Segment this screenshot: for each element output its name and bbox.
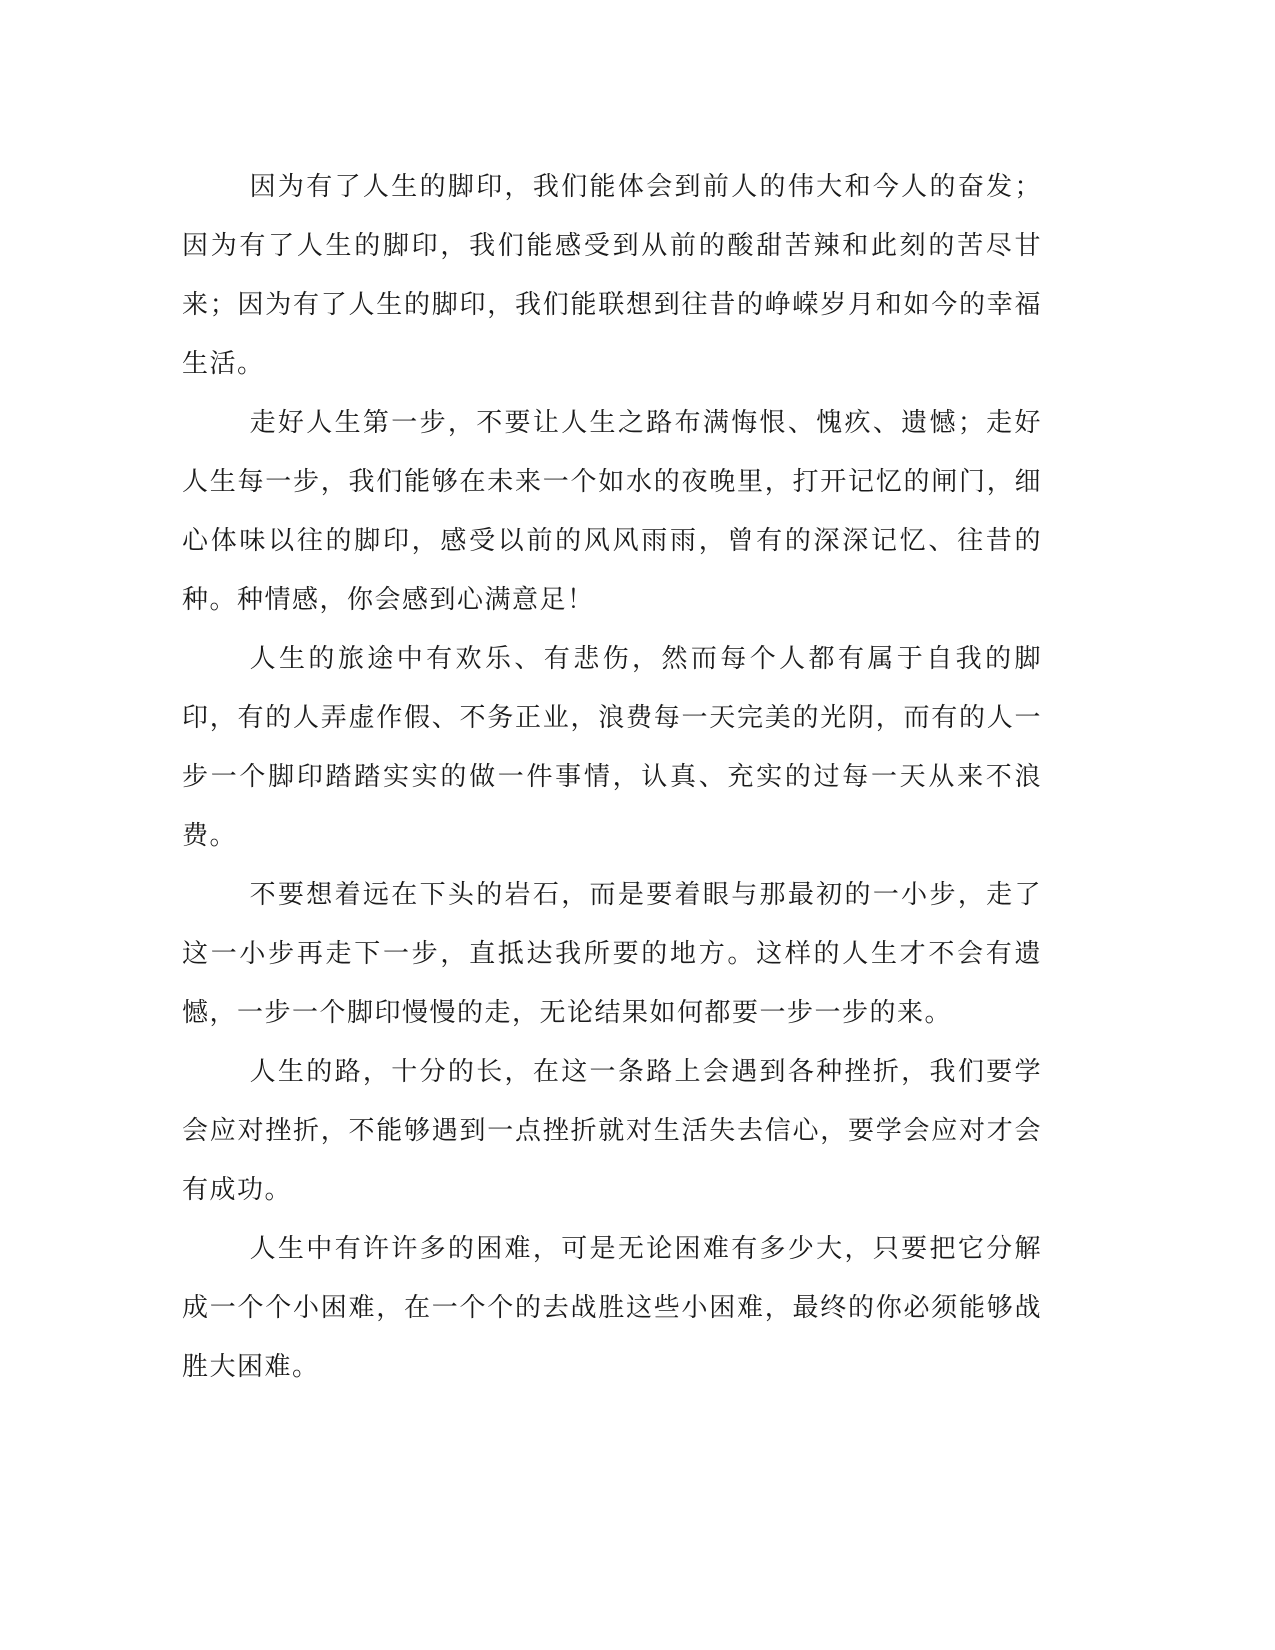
- paragraph-1: 因为有了人生的脚印，我们能体会到前人的伟大和今人的奋发；因为有了人生的脚印，我们能感受到从前的酸甜苦辣和此刻的苦尽甘来；因为有了人生的脚印，我们能联想到往昔的峥嵘岁月和如今的幸福生活。: [182, 172, 1042, 379]
- document-body: [182, 158, 1042, 1397]
- paragraph-4: 不要想着远在下头的岩石，而是要着眼与那最初的一小步，走了这一小步再走下一步，直抵达我所要的地方。这样的人生才不会有遗憾，一步一个脚印慢慢的走，无论结果如何都要一步一步的来。: [182, 880, 1042, 1028]
- paragraph-2: 走好人生第一步，不要让人生之路布满悔恨、愧疚、遗憾；走好人生每一步，我们能够在未来一个如水的夜晚里，打开记忆的闸门，细心体味以往的脚印，感受以前的风风雨雨，曾有的深深记忆、往昔的种。种情感，你会感到心满意足！: [182, 408, 1042, 615]
- paragraph-5: 人生的路，十分的长，在这一条路上会遇到各种挫折，我们要学会应对挫折，不能够遇到一点挫折就对生活失去信心，要学会应对才会有成功。: [182, 1057, 1042, 1205]
- paragraph-3: 人生的旅途中有欢乐、有悲伤，然而每个人都有属于自我的脚印，有的人弄虚作假、不务正业，浪费每一天完美的光阴，而有的人一步一个脚印踏踏实实的做一件事情，认真、充实的过每一天从来不浪费。: [182, 644, 1042, 851]
- paragraph-6: 人生中有许许多的困难，可是无论困难有多少大，只要把它分解成一个个小困难，在一个个的去战胜这些小困难，最终的你必须能够战胜大困难。: [182, 1234, 1042, 1382]
